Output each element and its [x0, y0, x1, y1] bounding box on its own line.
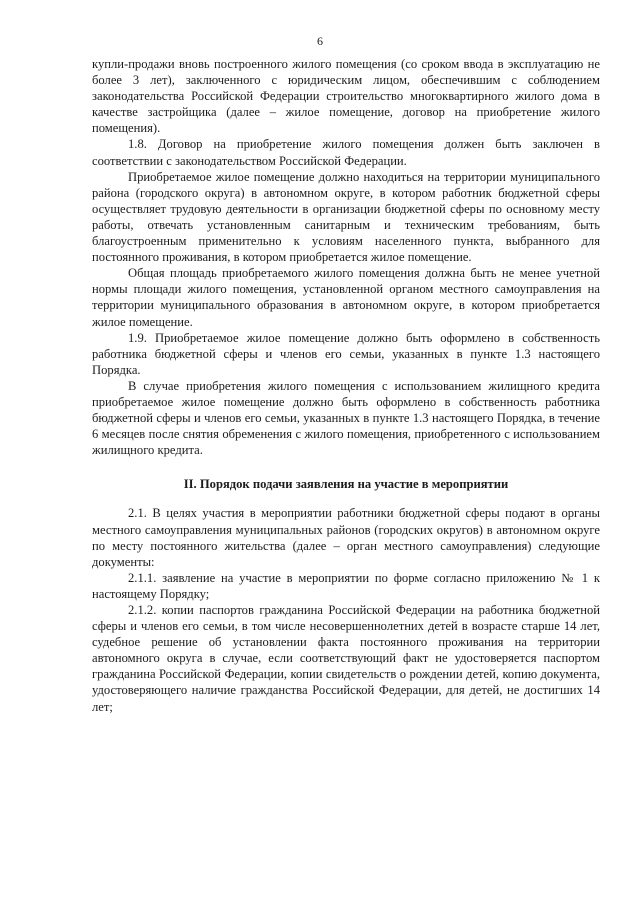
paragraph-1-8: 1.8. Договор на приобретение жилого помещения должен быть заключен в соответствии с законодательством Российской Федерации. — [92, 137, 600, 168]
paragraph-location-requirements: Приобретаемое жилое помещение должно находиться на территории муниципального района (городского округа) в автономном округе, в котором работник бюджетной сферы осуществляет трудовую деятельности в организации бюджетной сферы по основному месту работы, отвечать установленным санитарным и техническим требованиям, быть благоустроенным применительно к условиям населенного пункта, выбранного для постоянного проживания, в котором приобретается жилое помещение. — [92, 169, 600, 265]
paragraph-housing-credit: В случае приобретения жилого помещения с использованием жилищного кредита приобретаемое жилое помещение должно быть оформлено в собственность работника бюджетной сферы и членов его семьи, указанных в пункте 1.3 настоящего Порядка, в течение 6 месяцев после снятия обременения с жилого помещения, приобретенного с использованием жилищного кредита. — [92, 378, 600, 458]
paragraph-area-requirements: Общая площадь приобретаемого жилого помещения должна быть не менее учетной нормы площади жилого помещения, установленной органом местного самоуправления на территории муниципального образования в автономном округе, в котором приобретается жилое помещение. — [92, 266, 600, 329]
paragraph-1-9: 1.9. Приобретаемое жилое помещение должно быть оформлено в собственность работника бюджетной сферы и членов его семьи, указанных в пункте 1.3 настоящего Порядка. — [92, 330, 600, 377]
paragraph-2-1-2: 2.1.2. копии паспортов гражданина Российской Федерации на работника бюджетной сферы и членов его семьи, в том числе несовершеннолетних детей в возрасте старше 14 лет, судебное решение об установлении факта постоянного проживания на территории автономного округа в случае, если соответствующий факт не удостоверяется паспортом гражданина Российской Федерации, копии свидетельств о рождении детей, копию документа, удостоверяющего наличие гражданства Российской Федерации, для детей, не достигших 14 лет; — [92, 603, 600, 714]
page-number: 6 — [317, 34, 323, 48]
document-body — [92, 56, 600, 715]
paragraph-2-1-1: 2.1.1. заявление на участие в мероприятии по форме согласно приложению № 1 к настоящему Порядку; — [92, 570, 600, 601]
paragraph-continuation: купли-продажи вновь построенного жилого помещения (со сроком ввода в эксплуатацию не более 3 лет), заключенного с юридическим лицом, обеспечившим с соблюдением законодательства Российской Федерации строительство многоквартирного жилого дома в качестве застройщика (далее – жилое помещение, договор на приобретение жилого помещения). — [92, 57, 600, 136]
paragraph-2-1: 2.1. В целях участия в мероприятии работники бюджетной сферы подают в органы местного самоуправления муниципальных районов (городских округов) в автономном округе по месту постоянного жительства (далее – орган местного самоуправления) следующие документы: — [92, 506, 600, 569]
section-heading: II. Порядок подачи заявления на участие в мероприятии — [183, 477, 509, 492]
